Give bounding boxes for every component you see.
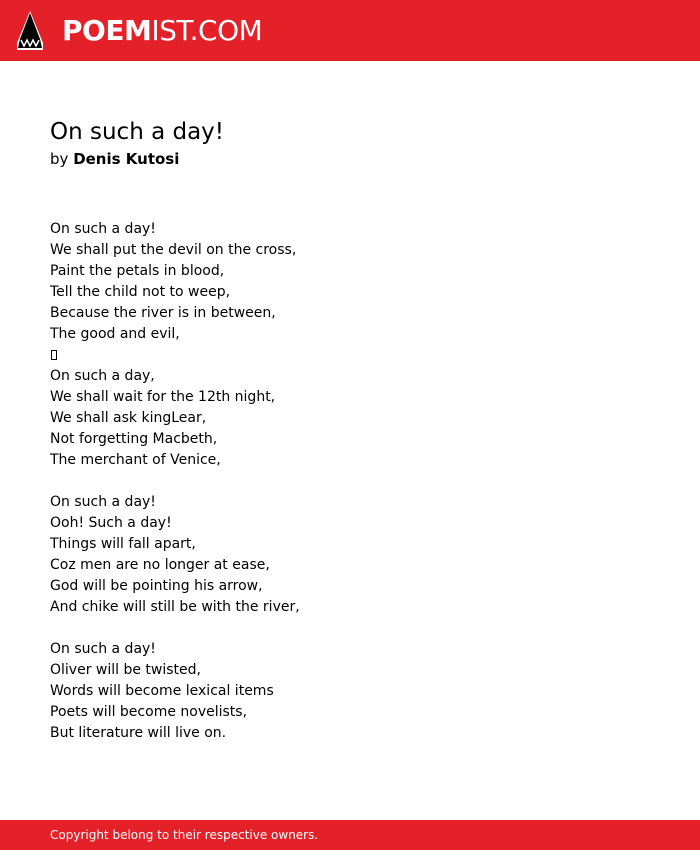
poem-line: Things will fall apart,: [50, 536, 196, 552]
missing-glyph-icon: [51, 350, 57, 360]
poem-line: The merchant of Venice,: [50, 452, 221, 468]
poem-line: Not forgetting Macbeth,: [50, 431, 218, 447]
pencil-icon[interactable]: [16, 10, 44, 51]
poem-line: The good and evil,: [50, 326, 180, 342]
poem-line: Coz men are no longer at ease,: [50, 557, 270, 573]
poem-line: And chike will still be with the river,: [50, 599, 300, 615]
poem-line: Because the river is in between,: [50, 305, 276, 321]
poem-line: On such a day!: [50, 221, 156, 237]
poem-line: We shall ask kingLear,: [50, 410, 207, 426]
poem-line: We shall put the devil on the cross,: [50, 242, 297, 258]
poem-stanza: [50, 639, 650, 744]
author-name: Denis Kutosi: [73, 150, 180, 168]
poem-line: On such a day!: [50, 641, 156, 657]
site-footer: [0, 820, 700, 850]
copyright-notice: Copyright belong to their respective owners.: [50, 828, 319, 842]
by-label: by: [50, 150, 69, 168]
poem-line: Ooh! Such a day!: [50, 515, 172, 531]
poem-line: Poets will become novelists,: [50, 704, 248, 720]
poem-stanza: [50, 219, 650, 471]
poem-line: We shall wait for the 12th night,: [50, 389, 276, 405]
poem-line: Oliver will be twisted,: [50, 662, 201, 678]
poem-line: Paint the petals in blood,: [50, 263, 225, 279]
poem-title: On such a day!: [50, 119, 225, 145]
poem-line: Words will become lexical items: [50, 683, 274, 699]
poem-line: Tell the child not to weep,: [50, 284, 231, 300]
site-logo[interactable]: [62, 14, 262, 48]
site-header: [0, 0, 700, 61]
poem-line: On such a day,: [50, 368, 155, 384]
poem-line: [50, 345, 650, 366]
poem-stanza: [50, 492, 650, 618]
logo-bold-text: POEM: [62, 14, 152, 47]
logo-light-text: IST.COM: [151, 14, 263, 47]
poem-line: But literature will live on.: [50, 725, 227, 741]
poem-line: On such a day!: [50, 494, 156, 510]
byline: [50, 149, 179, 169]
poem-body: [50, 219, 650, 765]
poem-line: God will be pointing his arrow,: [50, 578, 263, 594]
